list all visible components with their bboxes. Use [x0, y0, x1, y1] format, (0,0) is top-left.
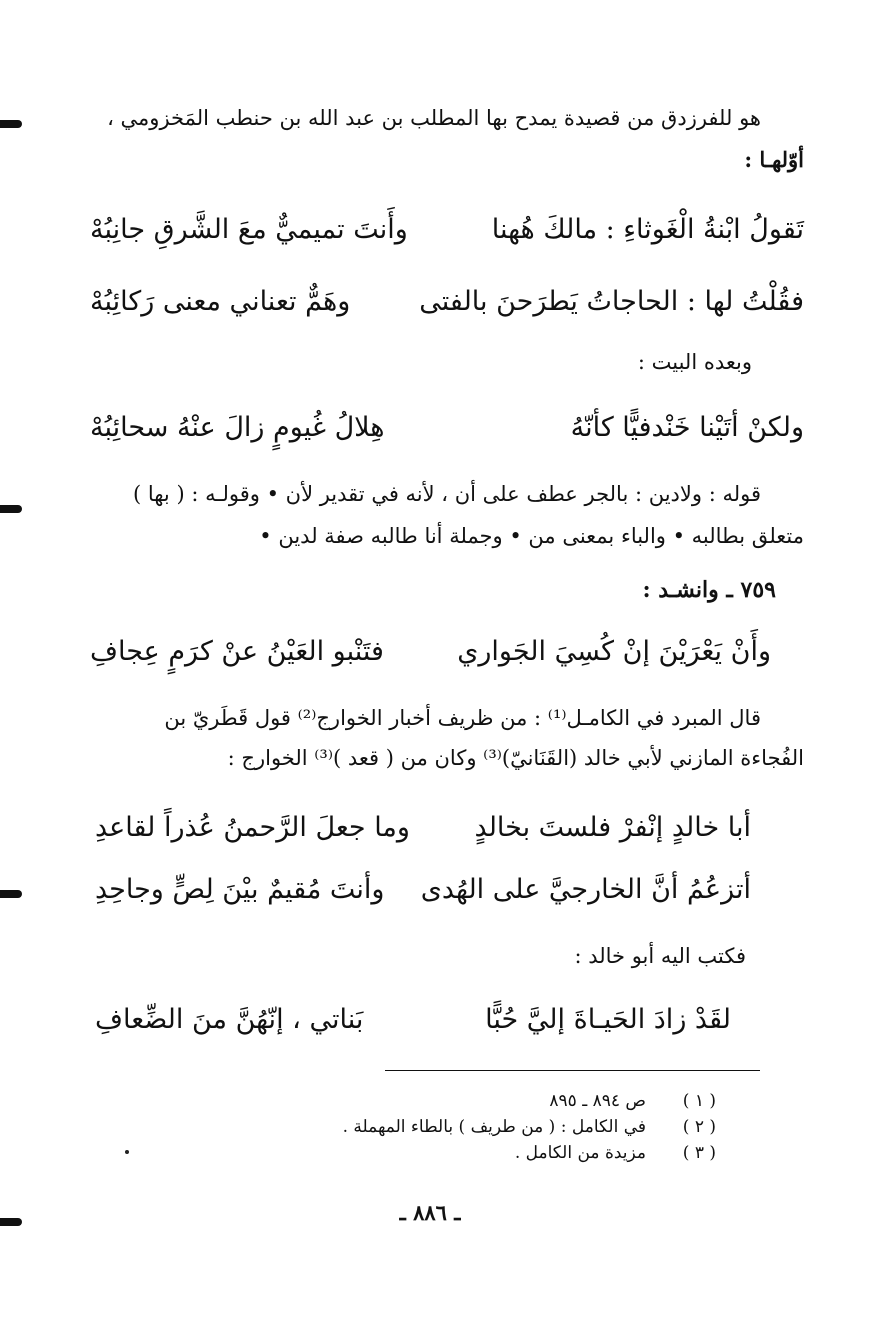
margin-mark [0, 890, 22, 898]
footnote-text: في الكامل : ( من طريف ) بالطاء المهملة . [342, 1117, 646, 1137]
verse-hemistich-right: لقَدْ زادَ الحَيـاةَ إليَّ حُبًّا [485, 1004, 731, 1035]
footnote-separator [385, 1070, 760, 1071]
verse-hemistich-left: فتَنْبو العَيْنُ عنْ كرَمٍ عِجافِ [90, 636, 384, 667]
footnote-text: ص ٨٩٤ ـ ٨٩٥ [549, 1091, 646, 1111]
verse-hemistich-left: وأَنتَ تميميٌّ معَ الشَّرقِ جانِبُهْ [90, 214, 408, 245]
scan-speck [125, 1150, 129, 1154]
page-number: ـ ٨٨٦ ـ [399, 1200, 461, 1225]
margin-mark [0, 1218, 22, 1226]
verse-hemistich-right: فقُلْتُ لها : الحاجاتُ يَطرَحنَ بالفتى [419, 286, 804, 317]
mubarrad-line-1: قال المبرد في الكامـل⁽¹⁾ : من ظريف أخبار الخوارج⁽²⁾ قول قَطَريّ بن [164, 706, 761, 730]
verse-hemistich-right: تَقولُ ابْنةُ الْغَوثاءِ : مالكَ هُهنا [491, 214, 804, 245]
footnote [0, 1116, 896, 1138]
comment-line-2: متعلق بطالبه • والباء بمعنى من • وجملة أنا طالبه صفة لدين • [259, 524, 804, 548]
verse-hemistich-left: بَناتي ، إنّهُنَّ منَ الضِّعافِ [95, 1004, 364, 1035]
footnote [0, 1142, 896, 1164]
mubarrad-line-2: الفُجاءة المازني لأبي خالد (القَنَانيّ)⁽³⁾ وكان من ( قعد )⁽³⁾ الخوارج : [227, 746, 804, 770]
verse-line [95, 1000, 731, 1044]
intro-line-1: هو للفرزدق من قصيدة يمدح بها المطلب بن عبد الله بن حنطب المَخزومي ، [107, 106, 761, 130]
comment-line-1: قوله : ولادين : بالجر عطف على أن ، لأنه في تقدير لأن • وقولـه : ( بها ) [132, 482, 761, 506]
verse-line [90, 282, 804, 326]
verse-line [90, 408, 804, 452]
footnote-number: ( ٣ ) [682, 1143, 716, 1163]
margin-mark [0, 505, 22, 513]
after-label: وبعده البيت : [637, 350, 752, 374]
verse-hemistich-right: وأَنْ يَعْرَيْنَ إنْ كُسِيَ الجَواري [457, 636, 771, 667]
reply-label: فكتب اليه أبو خالد : [574, 944, 746, 968]
footnote-number: ( ١ ) [682, 1091, 716, 1111]
verse-line [95, 870, 751, 914]
verse-hemistich-right: ولكنْ أتَيْنا خَنْدفيًّا كأنّهُ [570, 412, 804, 443]
verse-hemistich-left: وهَمٌّ تعناني معنى رَكائِبُهْ [90, 286, 351, 317]
intro-line-2: أوّلهـا : [744, 147, 804, 172]
margin-mark [0, 120, 22, 128]
footnote-text: مزيدة من الكامل . [514, 1143, 646, 1163]
verse-hemistich-right: أبا خالدٍ إنْفرْ فلستَ بخالدٍ [474, 812, 751, 843]
verse-hemistich-left: وما جعلَ الرَّحمنُ عُذراً لقاعدِ [95, 812, 410, 843]
verse-hemistich-right: أتزعُمُ أنَّ الخارجيَّ على الهُدى [420, 874, 751, 905]
verse-line [95, 808, 751, 852]
footnote [0, 1090, 896, 1112]
verse-hemistich-left: وأنتَ مُقيمٌ بيْنَ لِصٍّ وجاحِدِ [95, 874, 385, 905]
verse-line [90, 210, 804, 254]
verse-line [90, 632, 771, 676]
verse-hemistich-left: هِلالُ غُيومٍ زالَ عنْهُ سحائِبُهْ [90, 412, 385, 443]
section-heading: ٧٥٩ ـ وانشـد : [642, 577, 776, 603]
footnote-number: ( ٢ ) [682, 1117, 716, 1137]
